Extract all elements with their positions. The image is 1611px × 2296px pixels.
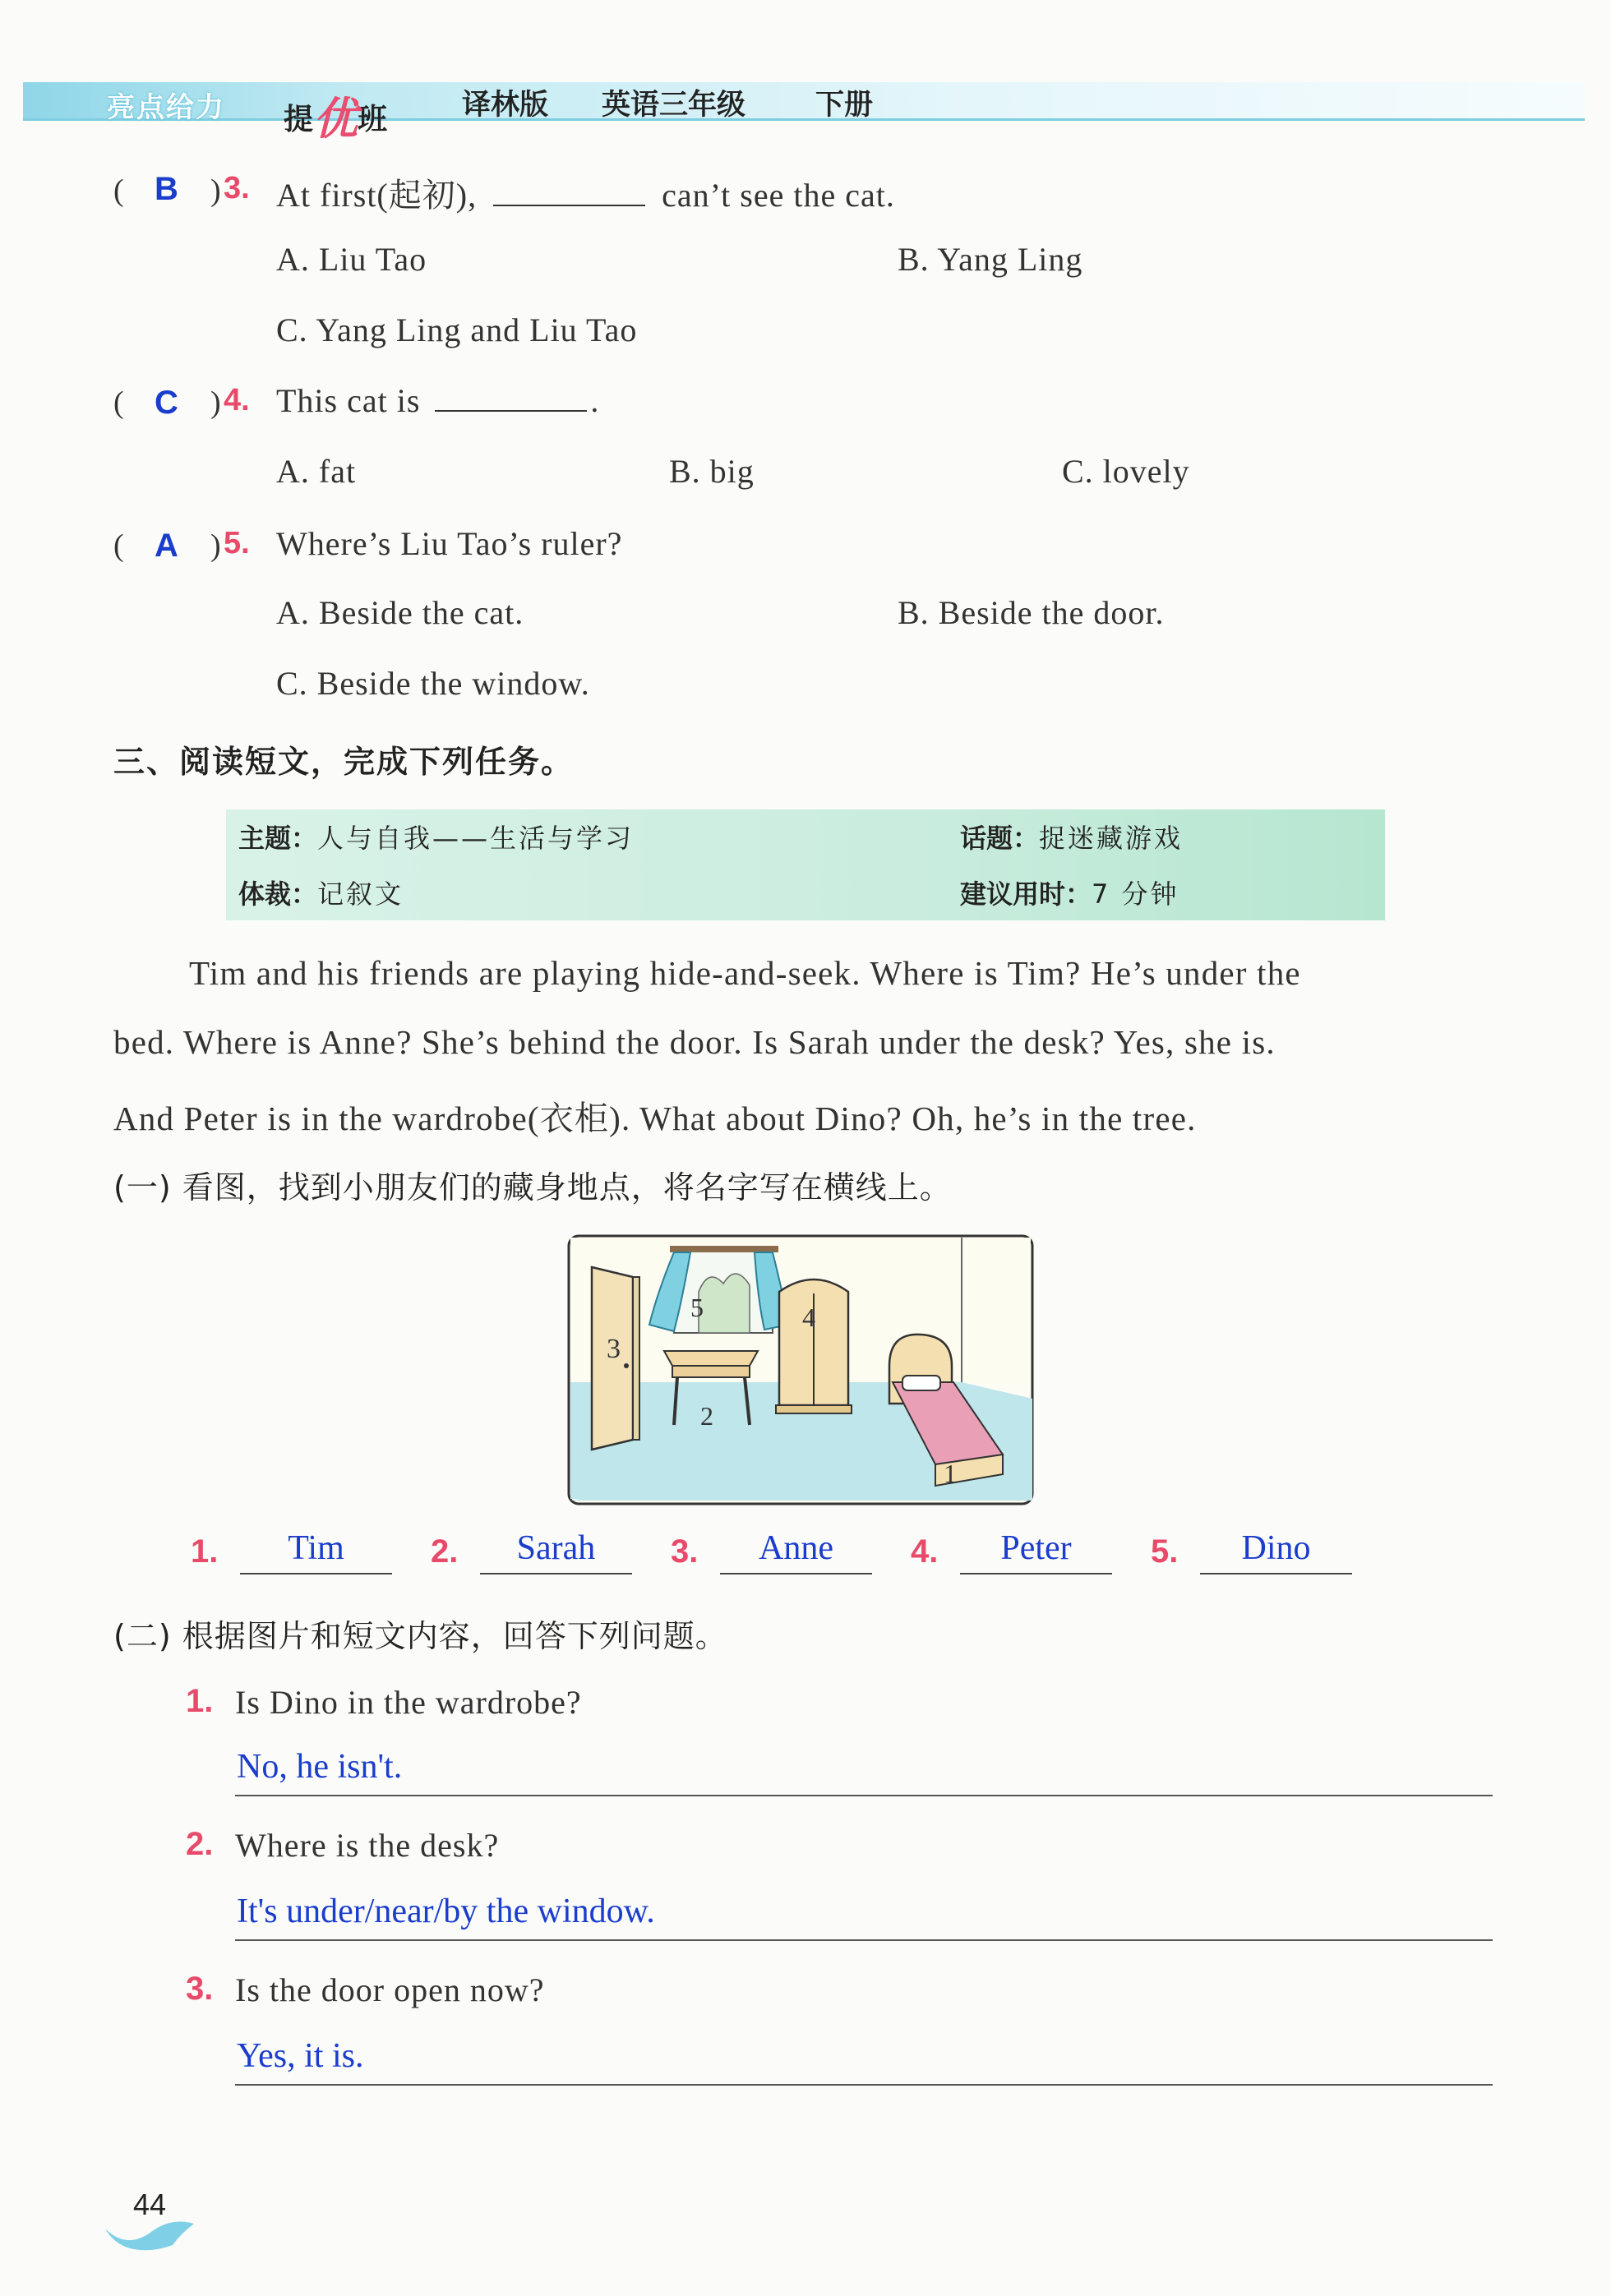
q4-option-c: C. lovely — [1062, 453, 1190, 490]
topic-label: 话题： — [960, 823, 1040, 854]
p2-q1-question: Is Dino in the wardrobe? — [235, 1684, 582, 1721]
desk-drawer — [672, 1366, 750, 1377]
q5-answer: A — [155, 528, 178, 564]
genre-row — [238, 874, 404, 911]
time-row — [960, 874, 1179, 911]
fill-3-answer: Anne — [720, 1528, 872, 1574]
q3-option-c: C. Yang Ling and Liu Tao — [276, 311, 638, 348]
q4-stem-post: . — [590, 382, 600, 419]
fill-5-number: 5. — [1151, 1533, 1179, 1570]
p2-q3-number: 3. — [186, 1971, 214, 2007]
tree-outside — [699, 1274, 750, 1333]
q4-answer: C — [155, 385, 178, 421]
fill-2-answer: Sarah — [480, 1528, 632, 1574]
q3-option-b: B. Yang Ling — [898, 241, 1083, 278]
part1-instruction: (一) 看图，找到小朋友们的藏身地点，将名字写在横线上。 — [113, 1169, 952, 1206]
topic-row — [960, 818, 1183, 855]
title-post: 班 — [358, 103, 388, 136]
q4-blank — [435, 410, 587, 412]
wardrobe-base — [776, 1405, 852, 1413]
q5-option-a: A. Beside the cat. — [276, 594, 524, 631]
p2-q1-answer: No, he isn't. — [237, 1748, 403, 1786]
q3-answer: B — [155, 171, 178, 207]
edition-label: 译林版 — [462, 89, 549, 122]
answer-line — [235, 1795, 1493, 1796]
series-title — [284, 79, 388, 145]
q5-stem: Where’s Liu Tao’s ruler? — [276, 525, 623, 562]
q5-option-b: B. Beside the door. — [898, 594, 1165, 631]
topic-value: 捉迷藏游戏 — [1039, 823, 1184, 854]
answer-paren-close: ) — [210, 385, 221, 420]
label-4: 4 — [802, 1302, 815, 1332]
volume-label: 下册 — [815, 89, 874, 122]
q3-number: 3. — [224, 171, 250, 205]
door-frame — [633, 1277, 639, 1440]
bed-pillow — [902, 1376, 940, 1390]
answer-paren-close: ) — [210, 528, 221, 563]
p2-q2-answer: It's under/near/by the window. — [237, 1893, 655, 1930]
subject-grade-label: 英语三年级 — [602, 89, 746, 122]
p2-q3-answer: Yes, it is. — [237, 2037, 364, 2075]
label-5: 5 — [690, 1293, 704, 1322]
fill-1-answer: Tim — [240, 1528, 392, 1574]
q4-number: 4. — [224, 383, 250, 417]
room-picture — [567, 1234, 1034, 1505]
curtain-rod — [670, 1246, 778, 1252]
answer-line — [235, 2084, 1493, 2086]
q3-blank — [493, 205, 645, 206]
q4-option-a: A. fat — [276, 453, 357, 490]
q3-option-a: A. Liu Tao — [276, 241, 427, 278]
q3-stem-post: can’t see the cat. — [662, 177, 895, 214]
time-label: 建议用时： — [960, 878, 1092, 910]
p2-q2-question: Where is the desk? — [235, 1827, 500, 1864]
door-knob — [624, 1363, 629, 1368]
page-number: 44 — [133, 2188, 167, 2221]
q4-stem — [276, 381, 599, 420]
fill-2-number: 2. — [431, 1533, 459, 1570]
q5-number: 5. — [224, 526, 250, 560]
label-1: 1 — [944, 1459, 957, 1488]
q5-option-c: C. Beside the window. — [276, 665, 590, 702]
q3-stem-pre: At first(起初), — [276, 177, 478, 214]
genre-label: 体裁： — [238, 878, 318, 910]
room-illustration — [567, 1234, 1034, 1505]
title-pre: 提 — [284, 103, 314, 136]
answer-paren-close: ) — [210, 173, 221, 208]
q4-stem-pre: This cat is — [276, 382, 421, 419]
p2-q2-number: 2. — [186, 1826, 214, 1862]
answer-paren-open: ( — [113, 173, 124, 208]
genre-value: 记叙文 — [317, 878, 404, 910]
p2-q1-number: 1. — [186, 1683, 214, 1719]
p2-q3-question: Is the door open now? — [235, 1971, 545, 2008]
fill-4-number: 4. — [911, 1533, 939, 1570]
passage-line-1: Tim and his friends are playing hide-and-seek. Where is Tim? He’s under the — [189, 954, 1301, 992]
passage-line-2: bed. Where is Anne? She’s behind the door. Is Sarah under the desk? Yes, she is. — [113, 1023, 1276, 1061]
fill-4-answer: Peter — [960, 1528, 1112, 1574]
title-you: 优 — [313, 93, 358, 145]
answer-paren-open: ( — [113, 385, 124, 420]
theme-label: 主题： — [238, 823, 318, 854]
label-3: 3 — [607, 1334, 621, 1364]
part2-instruction: (二) 根据图片和短文内容，回答下列问题。 — [113, 1618, 727, 1654]
brand-logo-text: 亮点给力 — [107, 91, 225, 124]
q4-option-b: B. big — [669, 453, 755, 490]
answer-paren-open: ( — [113, 528, 124, 563]
answer-line — [235, 1939, 1493, 1941]
q3-stem — [276, 169, 895, 216]
desk-top — [664, 1351, 758, 1366]
time-value: 7 分钟 — [1092, 878, 1179, 910]
fill-1-number: 1. — [191, 1533, 219, 1570]
label-2: 2 — [700, 1401, 713, 1431]
header-bar — [23, 82, 1585, 121]
theme-value: 人与自我——生活与学习 — [317, 823, 635, 854]
section3-heading: 三、阅读短文，完成下列任务。 — [113, 744, 575, 780]
fill-3-number: 3. — [671, 1533, 699, 1570]
theme-row — [238, 818, 634, 855]
passage-line-3: And Peter is in the wardrobe(衣柜). What about Dino? Oh, he’s in the tree. — [113, 1100, 1197, 1137]
fill-5-answer: Dino — [1200, 1528, 1352, 1574]
